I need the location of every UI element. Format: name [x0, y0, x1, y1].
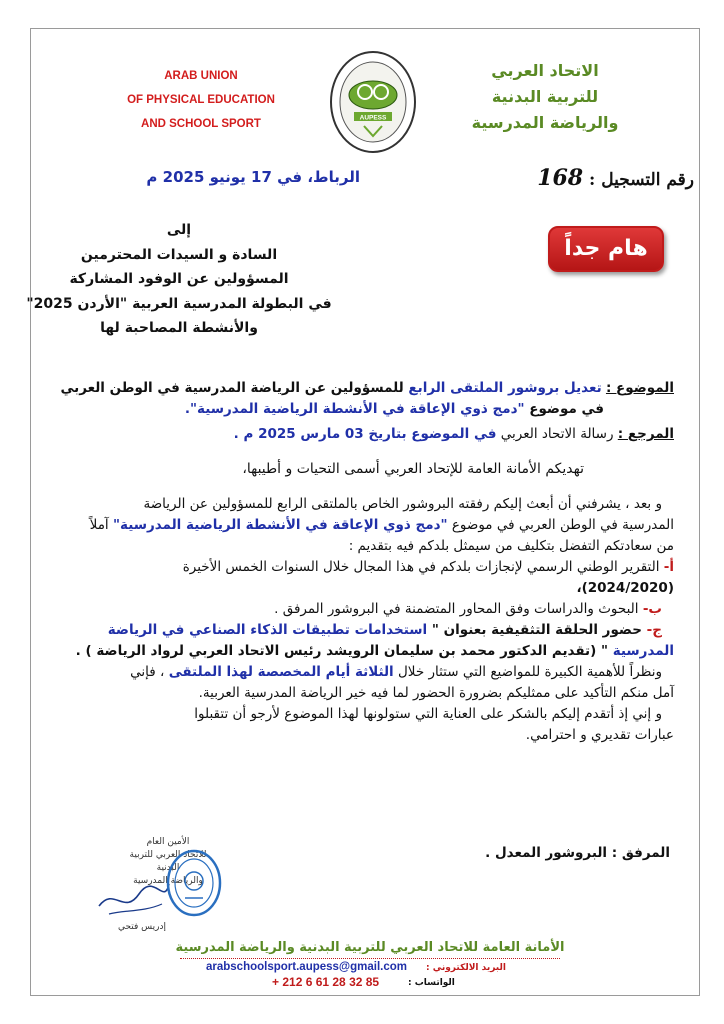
subject-label: الموضوع :: [605, 380, 674, 396]
official-stamp-icon: [165, 848, 223, 918]
body-p1-line-1: و بعد ، يشرفني أن أبعث إليكم رفقته البروشور الخاص بالملتقى الرابع للمسؤولين عن الرياضة: [143, 496, 662, 512]
urgent-badge: هام جداً: [548, 226, 664, 272]
body-p2-post: ، فإني: [130, 664, 169, 680]
item-c-pre: حضور الحلقة التثقيفية بعنوان ": [427, 622, 647, 638]
signatory-title-line-1: الأمين العام: [146, 837, 190, 847]
item-b-letter: ب-: [642, 601, 662, 617]
letter-body: [44, 378, 674, 746]
logo-caption: AUPESS: [359, 114, 387, 122]
attachment-note: المرفق : البروشور المعدل .: [485, 845, 670, 861]
org-name-arabic: [470, 58, 620, 136]
item-c-letter: ج-: [646, 622, 662, 638]
registration-label: رقم التسجيل :: [589, 170, 694, 190]
item-a-line-2: (2024/2020)،: [576, 580, 674, 596]
footer-divider: [180, 958, 560, 959]
signatory-name: إدريس فتحي: [117, 922, 167, 932]
item-a-line-1: [44, 557, 674, 578]
footer-email-label: البريد الالكتروني :: [426, 963, 506, 973]
registration-number: [404, 165, 694, 191]
item-c-line2-post: " (تقديم الدكتور محمد بن سليمان الرويشد رئيس الاتحاد العربي لرواد الرياضة ) .: [75, 643, 613, 659]
reference-label: المرجع :: [617, 426, 674, 442]
recipient-line-2: المسؤولين عن الوفود المشاركة: [69, 271, 289, 287]
org-name-en-line-1: ARAB UNION: [164, 70, 238, 82]
item-a-text: التقرير الوطني الرسمي لإنجازات بلدكم في هذا المجال خلال السنوات الخمس الأخيرة: [182, 559, 664, 575]
subject-highlight: تعديل بروشور الملتقى الرابع: [408, 380, 602, 396]
recipient-line-1: السادة و السيدات المحترمين: [80, 246, 278, 263]
item-a-letter: أ-: [663, 559, 674, 575]
subject-line2-pre: في موضوع: [524, 401, 604, 417]
item-b: [44, 599, 674, 620]
org-name-en-line-2: OF PHYSICAL EDUCATION: [127, 94, 275, 106]
footer-email[interactable]: arabschoolsport.aupess@gmail.com: [206, 961, 408, 973]
item-c-line-1: [44, 620, 674, 641]
body-p1-line-2: [44, 515, 674, 536]
body-p1-line2-highlight: "دمج ذوي الإعاقة في الأنشطة الرياضية المدرسية": [112, 517, 448, 533]
reference-line: [44, 424, 674, 445]
body-p2-pre: ونظراً للأهمية الكبيرة للمواضيع التي ستثار خلال: [393, 664, 662, 680]
body-p1-line-3: من سعادتكم التفضل بتكليف من سيمثل بلدكم فيه بتقديم :: [348, 538, 674, 554]
signatory-title-line-2: للاتحاد العربي للتربية البدنية: [129, 850, 207, 873]
body-p2-highlight: الثلاثة أيام المخصصة لهذا الملتقى: [168, 664, 394, 680]
subject-line-1: [44, 378, 674, 399]
body-p1-line2-pre: المدرسية في الوطن العربي في موضوع: [447, 517, 674, 533]
body-p2-line-1: [44, 662, 674, 683]
org-name-ar-line-3: والرياضة المدرسية: [471, 113, 619, 132]
letter-date: الرباط، في 17 يونيو 2025 م: [146, 168, 360, 186]
item-c-line2-highlight: المدرسية: [612, 643, 674, 659]
reference-highlight: في الموضوع بتاريخ 03 مارس 2025 م .: [233, 426, 497, 442]
org-name-ar-line-1: الاتحاد العربي: [491, 61, 599, 80]
org-name-ar-line-2: للتربية البدنية: [491, 87, 599, 106]
recipient-line-3: في البطولة المدرسية العربية "الأردن 2025": [26, 295, 332, 312]
reference-pre: رسالة الاتحاد العربي: [496, 426, 618, 442]
handwritten-signature-icon: [94, 876, 174, 926]
body-p3-line-2: عبارات تقديري و احترامي.: [525, 727, 674, 743]
org-name-english: [126, 64, 276, 136]
registration-value: 168: [537, 165, 584, 191]
footer-phone-label: الواتساب :: [408, 978, 455, 988]
body-p3-line-1: و إني إذ أتقدم إليكم بالشكر على العناية التي ستولونها لهذا الموضوع لأرجو أن تتقبلوا: [194, 706, 662, 722]
body-p2-line-2: آمل منكم التأكيد على ممثليكم بضرورة الحضور لما فيه خير الرياضة المدرسية العربية.: [198, 685, 674, 701]
item-b-text: البحوث والدراسات وفق المحاور المتضمنة في البروشور المرفق .: [274, 601, 643, 617]
footer-secretariat: الأمانة العامة للاتحاد العربي للتربية البدنية والرياضة المدرسية: [175, 940, 565, 955]
recipient-block: [14, 218, 344, 341]
aupess-logo-icon: [328, 50, 418, 160]
org-name-en-line-3: AND SCHOOL SPORT: [141, 118, 261, 130]
footer-phone[interactable]: + 212 6 61 28 32 85: [272, 975, 380, 989]
recipient-to: إلى: [166, 222, 192, 238]
item-c-line-2: [44, 641, 674, 662]
signatory-title-line-3: والرياضة المدرسية: [133, 876, 203, 886]
greeting: تهديكم الأمانة العامة للإتحاد العربي أسمى التحيات و أطيبها،: [242, 461, 584, 477]
recipient-line-4: والأنشطة المصاحبة لها: [100, 320, 258, 336]
item-c-highlight: استخدامات تطبيقات الذكاء الصناعي في الرياضة: [107, 622, 428, 638]
subject-rest: للمسؤولين عن الرياضة المدرسية في الوطن العربي: [60, 380, 409, 396]
signature-block: [60, 836, 240, 936]
body-p1-line2-post: آملاً: [89, 517, 113, 533]
subject-line-2: [44, 399, 674, 420]
subject-line2-highlight: "دمج ذوي الإعاقة في الأنشطة الرياضية المدرسية".: [184, 401, 525, 417]
